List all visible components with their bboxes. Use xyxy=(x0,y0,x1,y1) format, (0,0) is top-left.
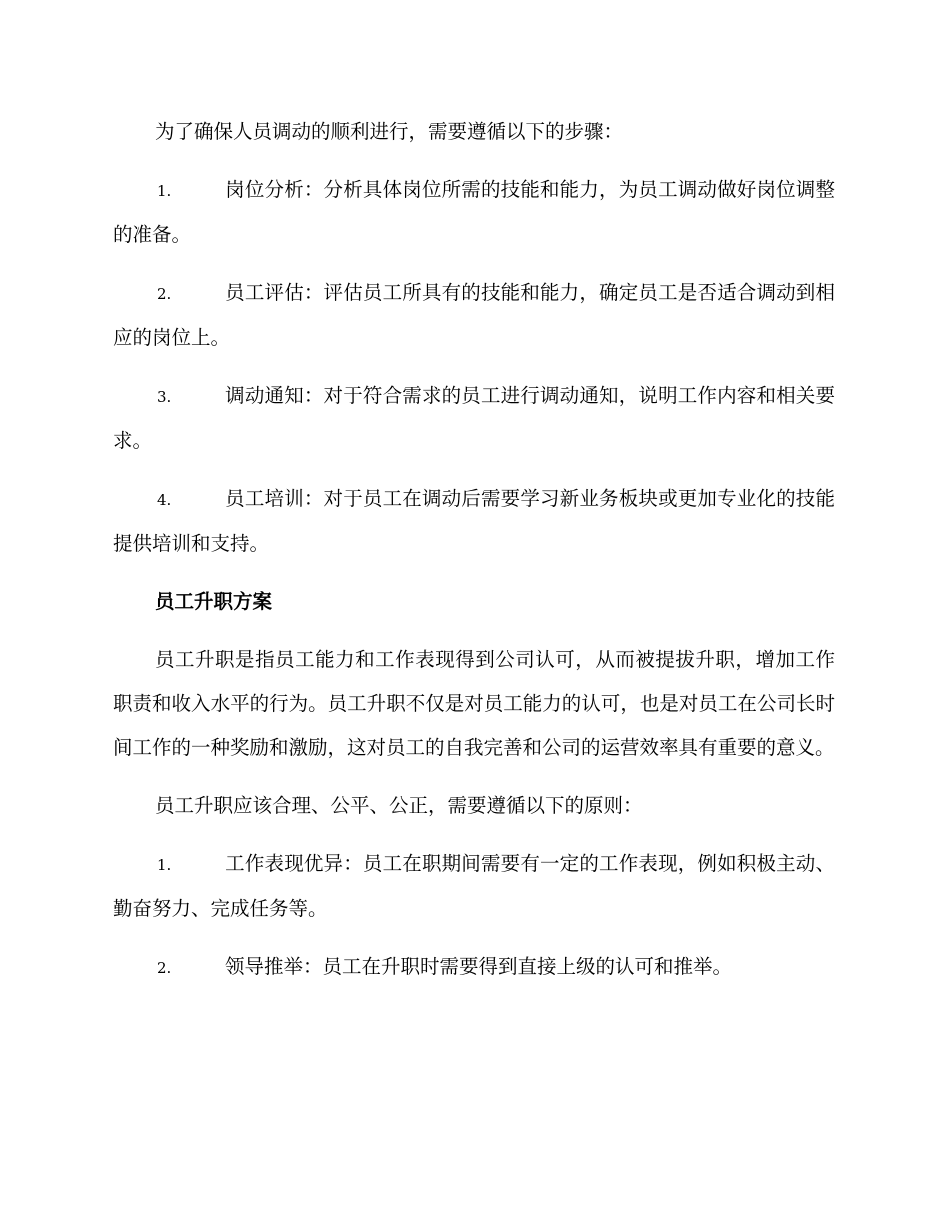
list-text: 领导推举：员工在升职时需要得到直接上级的认可和推举。 xyxy=(225,955,733,978)
principles-intro-paragraph: 员工升职应该合理、公平、公正，需要遵循以下的原则： xyxy=(155,794,643,817)
list-text: 员工评估：评估员工所具有的技能和能力，确定员工是否适合调动到相应的岗位上。 xyxy=(113,281,835,349)
list-number: 2. xyxy=(157,959,172,977)
list-number: 4. xyxy=(157,491,172,509)
list-number: 3. xyxy=(157,388,172,406)
list-item xyxy=(113,168,835,257)
list-text: 员工培训：对于员工在调动后需要学习新业务板块或更加专业化的技能提供培训和支持。 xyxy=(113,487,835,555)
list-text: 工作表现优异：员工在职期间需要有一定的工作表现，例如积极主动、勤奋努力、完成任务等。 xyxy=(113,852,835,920)
list-text: 调动通知：对于符合需求的员工进行调动通知，说明工作内容和相关要求。 xyxy=(113,384,835,452)
list-item xyxy=(113,477,835,566)
list-item xyxy=(113,945,835,990)
list-number: 2. xyxy=(157,285,172,303)
intro-paragraph: 为了确保人员调动的顺利进行，需要遵循以下的步骤： xyxy=(155,120,624,143)
list-number: 1. xyxy=(157,182,172,200)
list-text: 岗位分析：分析具体岗位所需的技能和能力，为员工调动做好岗位调整的准备。 xyxy=(113,178,835,246)
list-number: 1. xyxy=(157,856,172,874)
list-item xyxy=(113,271,835,360)
section-heading: 员工升职方案 xyxy=(155,590,273,613)
list-item xyxy=(113,374,835,463)
list-item xyxy=(113,842,835,931)
document-body xyxy=(113,110,835,1004)
promotion-paragraph: 员工升职是指员工能力和工作表现得到公司认可，从而被提拔升职，增加工作职责和收入水平的行为。员工升职不仅是对员工能力的认可，也是对员工在公司长时间工作的一种奖励和激励，这对员工的自我完善和公司的运营效率具有重要的意义。 xyxy=(113,648,835,759)
